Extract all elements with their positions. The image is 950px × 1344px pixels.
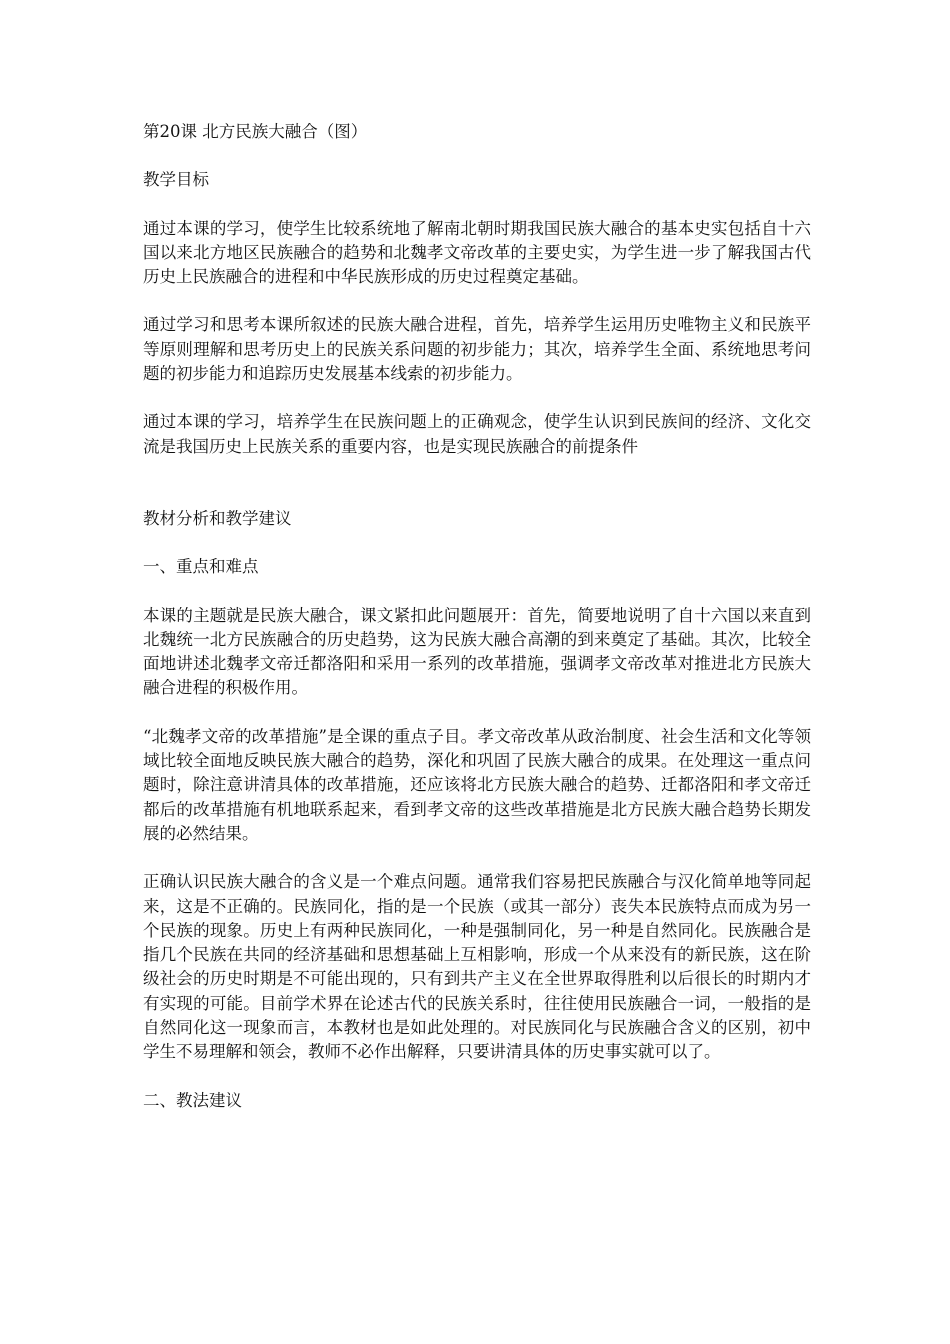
- body-paragraph-2: “北魏孝文帝的改革措施”是全课的重点子目。孝文帝改革从政治制度、社会生活和文化等领域比较全面地反映民族大融合的趋势，深化和巩固了民族大融合的成果。在处理这一重点问题时，除注意讲清具体的改革措施，还应该将北方民族大融合的趋势、迁都洛阳和孝文帝迁都后的改革措施有机地联系起来，看到孝文帝的这些改革措施是北方民族大融合趋势长期发展的必然结果。: [143, 726, 811, 843]
- objective-paragraph-1: 通过本课的学习，使学生比较系统地了解南北朝时期我国民族大融合的基本史实包括自十六国以来北方地区民族融合的趋势和北魏孝文帝改革的主要史实，为学生进一步了解我国古代历史上民族融合的进程和中华民族形成的历史过程奠定基础。: [143, 218, 811, 287]
- objective-paragraph-2: 通过学习和思考本课所叙述的民族大融合进程，首先，培养学生运用历史唯物主义和民族平等原则理解和思考历史上的民族关系问题的初步能力；其次，培养学生全面、系统地思考问题的初步能力和追踪历史发展基本线索的初步能力。: [143, 315, 811, 384]
- section-heading-2: 二、教法建议: [143, 1090, 242, 1110]
- objective-paragraph-3: 通过本课的学习，培养学生在民族问题上的正确观念，使学生认识到民族间的经济、文化交流是我国历史上民族关系的重要内容，也是实现民族融合的前提条件: [143, 412, 811, 456]
- analysis-heading: 教材分析和教学建议: [143, 508, 292, 528]
- document-page: [143, 120, 811, 1113]
- body-paragraph-3: 正确认识民族大融合的含义是一个难点问题。通常我们容易把民族融合与汉化简单地等同起来，这是不正确的。民族同化，指的是一个民族（或其一部分）丧失本民族特点而成为另一个民族的现象。历史上有两种民族同化，一种是强制同化，另一种是自然同化。民族融合是指几个民族在共同的经济基础和思想基础上互相影响，形成一个从来没有的新民族，这在阶级社会的历史时期是不可能出现的，只有到共产主义在全世界取得胜利以后很长的时期内才有实现的可能。目前学术界在论述古代的民族关系时，往往使用民族融合一词，一般指的是自然同化这一现象而言，本教材也是如此处理的。对民族同化与民族融合含义的区别，初中学生不易理解和领会，教师不必作出解释，只要讲清具体的历史事实就可以了。: [143, 872, 811, 1062]
- section-heading-1: 一、重点和难点: [143, 557, 259, 577]
- objectives-heading: 教学目标: [143, 170, 209, 190]
- lesson-title: 第20课 北方民族大融合（图）: [143, 122, 368, 141]
- body-paragraph-1: 本课的主题就是民族大融合，课文紧扣此问题展开：首先，简要地说明了自十六国以来直到北魏统一北方民族融合的历史趋势，这为民族大融合高潮的到来奠定了基础。其次，比较全面地讲述北魏孝文帝迁都洛阳和采用一系列的改革措施，强调孝文帝改革对推进北方民族大融合进程的积极作用。: [143, 605, 811, 698]
